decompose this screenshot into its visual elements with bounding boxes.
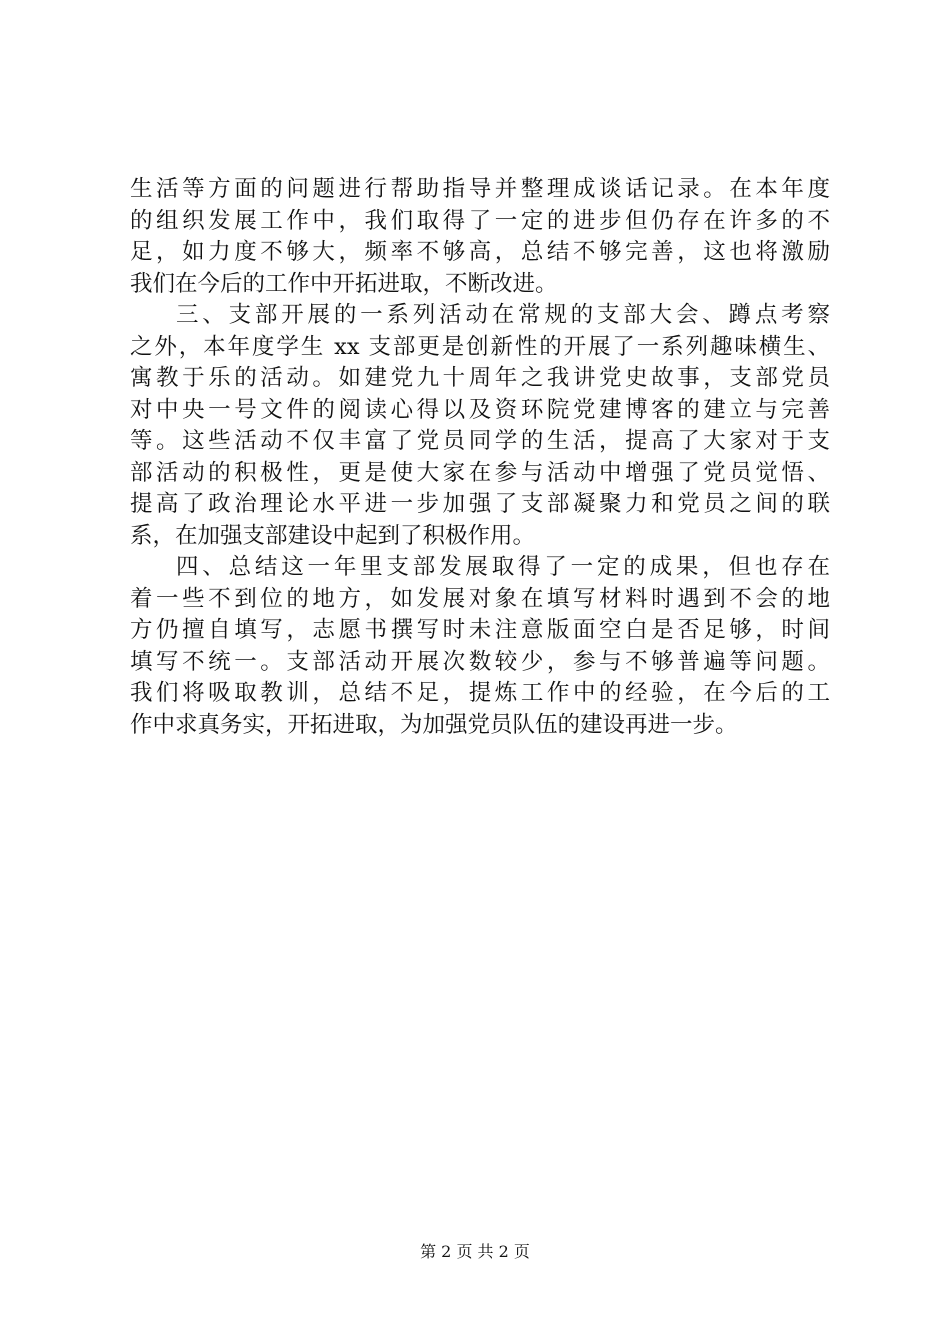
text-line: 系，在加强支部建设中起到了积极作用。 (130, 522, 536, 549)
text-line: 三、支部开展的一系列活动在常规的支部大会、蹲点考察 (176, 302, 830, 328)
text-line: 着一些不到位的地方，如发展对象在填写材料时遇到不会的地 (130, 585, 830, 612)
text-line: 对中央一号文件的阅读心得以及资环院党建博客的建立与完善 (130, 396, 830, 423)
text-line: 寓教于乐的活动。如建党九十周年之我讲党史故事，支部党员 (130, 365, 830, 391)
text-line: 之外，本年度学生 xx 支部更是创新性的开展了一系列趣味横生、 (130, 333, 830, 360)
text-line: 四、总结这一年里支部发展取得了一定的成果，但也存在 (176, 554, 830, 580)
text-line: 我们在今后的工作中开拓进取，不断改进。 (130, 270, 558, 297)
text-line: 方仍擅自填写，志愿书撰写时未注意版面空白是否足够，时间 (130, 617, 830, 643)
text-line: 填写不统一。支部活动开展次数较少，参与不够普遍等问题。 (130, 648, 830, 675)
text-line: 足，如力度不够大，频率不够高，总结不够完善，这也将激励 (130, 239, 830, 265)
page-footer: 第 2 页 共 2 页 (420, 1242, 530, 1261)
document-body (130, 174, 830, 741)
text-line: 等。这些活动不仅丰富了党员同学的生活，提高了大家对于支 (130, 428, 830, 454)
text-line: 生活等方面的问题进行帮助指导并整理成谈话记录。在本年度 (130, 176, 830, 202)
text-line: 我们将吸取教训，总结不足，提炼工作中的经验，在今后的工 (130, 680, 830, 706)
text-line: 部活动的积极性，更是使大家在参与活动中增强了党员觉悟、 (130, 459, 830, 486)
text-line: 的组织发展工作中，我们取得了一定的进步但仍存在许多的不 (130, 207, 830, 234)
text-line: 作中求真务实，开拓进取，为加强党员队伍的建设再进一步。 (130, 711, 738, 738)
text-line: 提高了政治理论水平进一步加强了支部凝聚力和党员之间的联 (130, 491, 830, 517)
